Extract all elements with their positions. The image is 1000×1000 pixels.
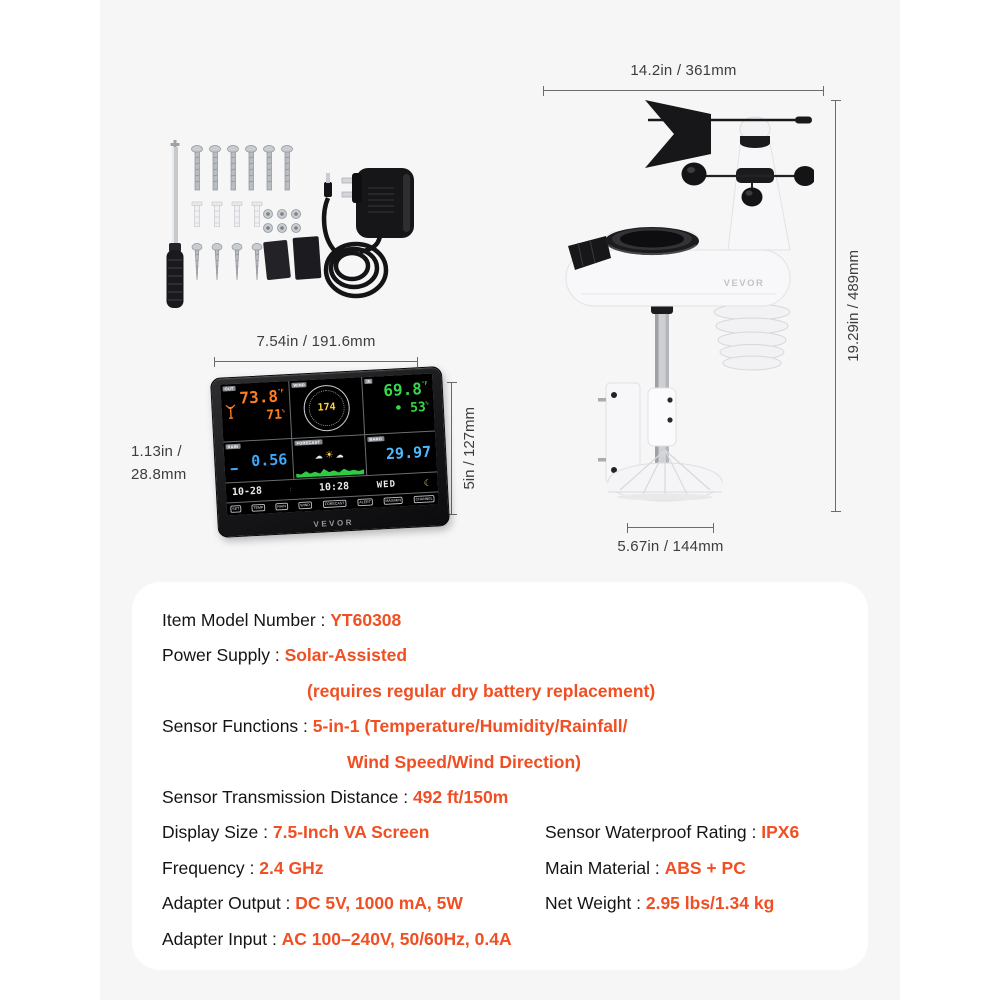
spec-value: YT60308 <box>330 610 402 630</box>
wind-direction-value: 174 <box>317 401 336 414</box>
cloud-icon: ☁ <box>314 451 323 461</box>
spec-value: IPX6 <box>761 822 800 843</box>
date-value: 10-28 <box>231 485 263 499</box>
spec-label: Adapter Input : <box>162 928 282 949</box>
sensor-base-label: 5.67in / 144mm <box>617 538 724 555</box>
wind-label: WIND <box>293 382 306 388</box>
alarm-separator: : <box>289 486 292 493</box>
console-width-label: 7.54in / 191.6mm <box>256 333 376 350</box>
spec-two-columns <box>162 815 840 957</box>
button-channel: CHANNEL <box>415 495 433 502</box>
spec-label: Power Supply : <box>162 645 285 666</box>
baro-label: BARO <box>369 436 383 442</box>
weekday-value: WED <box>376 479 397 491</box>
button-maxmin: MAX/MIN <box>384 497 401 503</box>
outdoor-signal-icon <box>224 404 237 421</box>
spec-value: DC 5V, 1000 mA, 5W <box>295 893 463 914</box>
button-alert: ALERT <box>358 499 371 505</box>
sensor-width-label: 14.2in / 361mm <box>630 62 737 79</box>
sensor-brand-logo: VEVOR <box>723 278 765 289</box>
sensor-height-label: 19.29in / 489mm <box>844 250 862 362</box>
display-console <box>210 366 450 538</box>
spec-value: AC 100–240V, 50/60Hz, 0.4A <box>281 928 512 949</box>
spec-functions-row <box>162 709 840 744</box>
spec-functions-note-row <box>347 745 840 780</box>
panel-indoor: IN $69.8^{^\circ F}$ • 53% <box>362 374 435 435</box>
spec-adapter-output-row <box>162 886 545 921</box>
spec-label: Display Size : <box>162 822 273 843</box>
sensor-height-dim-line <box>835 100 836 512</box>
accessories-photo <box>128 116 452 320</box>
spec-value: 2.95 lbs/1.34 kg <box>645 893 775 914</box>
panel-outdoor: OUT $73.8^{^\circ F}$ 71% <box>220 381 291 441</box>
spec-label: Frequency : <box>162 857 260 878</box>
wall-mount-bracket <box>598 383 722 501</box>
button-forecast: FORECAST <box>324 500 345 507</box>
spec-value: (requires regular dry battery replacement) <box>307 680 656 701</box>
panel-rain <box>223 439 293 483</box>
spec-waterproof-row <box>545 815 840 850</box>
spec-value: 492 ft/150m <box>412 787 509 808</box>
wall-anchors <box>192 202 262 227</box>
button-rain: RAIN <box>277 503 287 509</box>
spec-value: 5-in-1 (Temperature/Humidity/Rainfall/ <box>312 716 628 737</box>
radiation-shield <box>714 304 790 370</box>
sun-icon: ☀ <box>324 449 334 462</box>
console-brand-logo: VEVOR <box>313 517 355 529</box>
spec-value: 2.4 GHz <box>259 857 324 878</box>
tapping-screws <box>192 244 262 281</box>
spec-power-note-row <box>307 674 840 709</box>
sensor-base-dim-line <box>627 527 714 528</box>
spec-label: Adapter Output : <box>162 893 296 914</box>
spec-card <box>132 582 868 970</box>
screwdriver <box>167 140 184 308</box>
spec-value: Wind Speed/Wind Direction) <box>347 751 581 772</box>
tower-cone <box>728 117 790 250</box>
spec-label: Sensor Functions : <box>162 716 313 737</box>
spec-frequency-row <box>162 851 545 886</box>
mounting-bolts <box>192 146 293 191</box>
button-set: SET <box>232 506 240 511</box>
cloud-icon: ☁ <box>335 450 344 460</box>
power-adapter <box>324 168 414 296</box>
console-height-dim-line <box>451 382 452 515</box>
baro-value: 29.97 <box>385 442 432 464</box>
panel-forecast <box>292 435 366 479</box>
spec-label: Item Model Number : <box>162 610 331 630</box>
spec-label: Main Material : <box>545 857 665 878</box>
console-height-label: 5in / 127mm <box>460 407 478 490</box>
spec-label: Net Weight : <box>545 893 646 914</box>
spec-weight-row <box>545 886 840 921</box>
rain-label: RAIN <box>227 443 239 450</box>
rain-icon <box>231 468 238 470</box>
spec-value: 7.5-Inch VA Screen <box>272 822 430 843</box>
outdoor-label: OUT <box>224 385 234 392</box>
spec-label: Sensor Transmission Distance : <box>162 787 413 808</box>
spec-model-row <box>162 603 840 638</box>
indoor-label: IN <box>366 378 371 384</box>
foam-pads <box>263 236 321 280</box>
spec-transmission-row <box>162 780 840 815</box>
spec-display-size-row <box>162 815 545 850</box>
button-temp: TEMP <box>253 504 264 510</box>
spec-value: Solar-Assisted <box>284 645 408 666</box>
spec-value: ABS + PC <box>664 857 746 878</box>
button-wind: WIND <box>300 502 310 508</box>
wind-vane <box>645 100 812 168</box>
time-value: 10:28 <box>318 481 350 494</box>
rain-funnel <box>605 227 699 255</box>
spec-power-row <box>162 638 840 673</box>
panel-wind <box>289 377 364 438</box>
spec-adapter-input-row <box>162 922 545 957</box>
console-width-dim-line <box>214 361 418 362</box>
console-depth-label: 1.13in / 28.8mm <box>131 443 187 483</box>
sensor-width-dim-line <box>543 90 824 91</box>
wind-compass <box>303 383 351 431</box>
nuts <box>264 210 301 233</box>
spec-material-row <box>545 851 840 886</box>
console-screen <box>220 374 439 516</box>
moon-phase-icon: ☾ <box>423 477 432 488</box>
rain-value: 0.56 <box>250 450 288 471</box>
weather-station-photo <box>548 98 814 528</box>
panel-barometer <box>365 431 437 475</box>
forecast-label: FORECAST <box>296 439 321 446</box>
spec-label: Sensor Waterproof Rating : <box>545 822 762 843</box>
